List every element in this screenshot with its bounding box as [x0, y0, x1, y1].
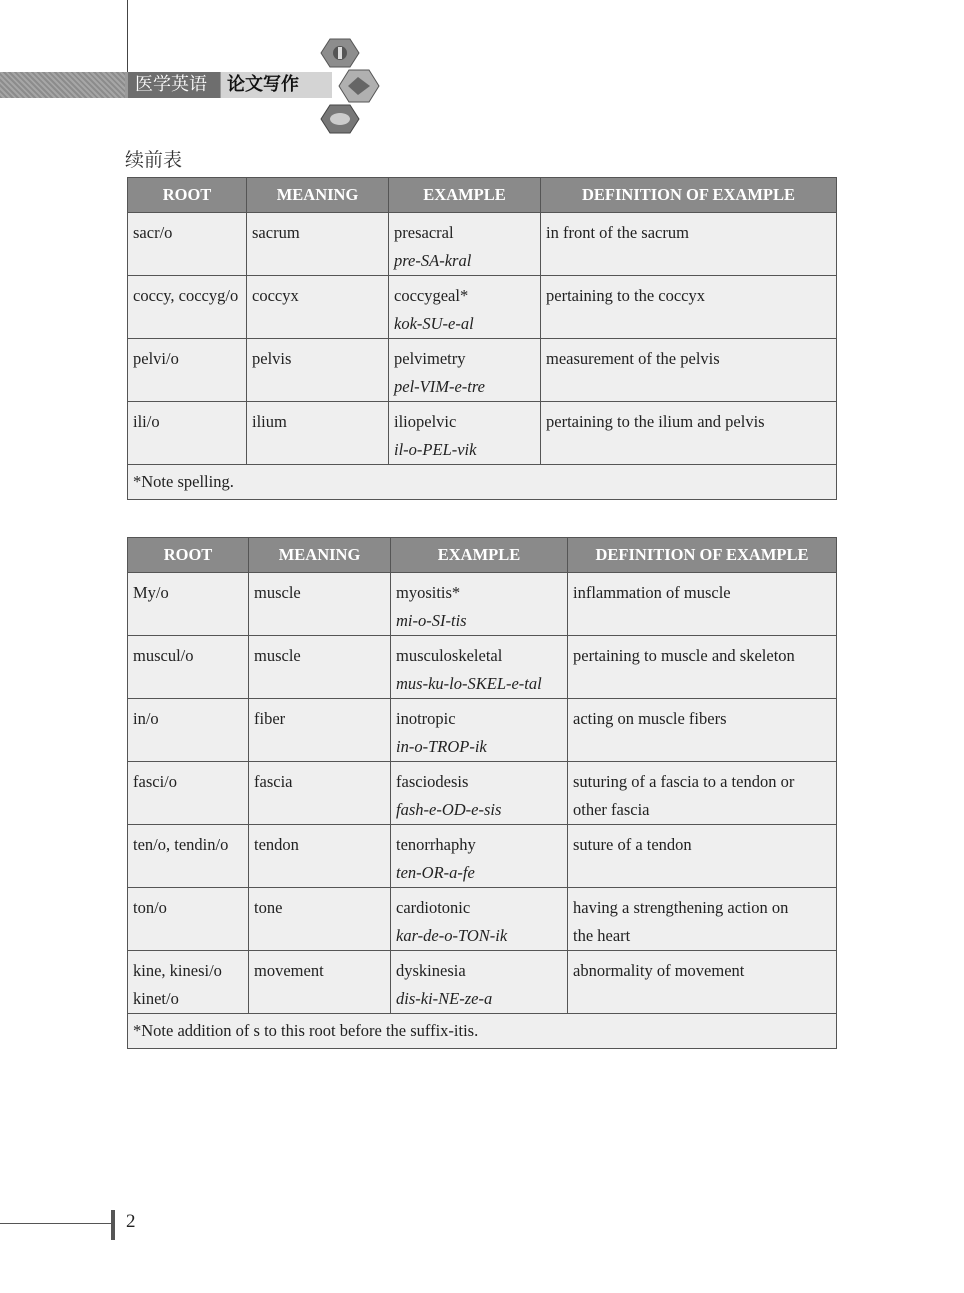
definition-cell: pertaining to the coccyx	[541, 276, 837, 339]
header-title-2: 论文写作	[221, 72, 332, 98]
table-header-row	[128, 178, 837, 213]
pronunciation: kok-SU-e-al	[394, 314, 474, 333]
table-row	[128, 402, 837, 465]
definition-line-2: the heart	[573, 926, 631, 945]
definition-cell	[568, 825, 837, 888]
meaning-cell: sacrum	[247, 213, 389, 276]
table-row	[128, 762, 837, 825]
example-word: coccygeal*	[394, 286, 469, 305]
definition-cell	[568, 573, 837, 636]
example-cell	[389, 213, 541, 276]
definition-cell	[568, 888, 837, 951]
pronunciation: dis-ki-NE-ze-a	[396, 989, 493, 1008]
definition-line: suturing of a fascia to a tendon or	[573, 772, 795, 791]
example-word: fasciodesis	[396, 772, 469, 791]
root-line: My/o	[133, 583, 169, 602]
page-number-bar	[111, 1210, 115, 1240]
table-note-row	[128, 465, 837, 500]
definition-line: abnormality of movement	[573, 961, 745, 980]
column-header: MEANING	[249, 538, 391, 573]
definition-line: having a strengthening action on	[573, 898, 789, 917]
definition-line: inflammation of muscle	[573, 583, 731, 602]
root-cell: ili/o	[128, 402, 247, 465]
column-header: ROOT	[128, 538, 249, 573]
example-cell	[391, 636, 568, 699]
column-header: EXAMPLE	[391, 538, 568, 573]
definition-cell	[568, 951, 837, 1014]
example-word: inotropic	[396, 709, 456, 728]
definition-cell	[568, 762, 837, 825]
example-cell	[391, 762, 568, 825]
definition-line: acting on muscle fibers	[573, 709, 727, 728]
example-cell	[389, 339, 541, 402]
example-word: presacral	[394, 223, 454, 242]
pronunciation: kar-de-o-TON-ik	[396, 926, 508, 945]
root-line: ton/o	[133, 898, 167, 917]
column-header: ROOT	[128, 178, 247, 213]
example-cell	[391, 951, 568, 1014]
definition-cell	[568, 699, 837, 762]
root-cell	[128, 951, 249, 1014]
definition-line: pertaining to muscle and skeleton	[573, 646, 795, 665]
table-row	[128, 213, 837, 276]
example-cell	[391, 825, 568, 888]
table-header-row	[128, 538, 837, 573]
table-row	[128, 699, 837, 762]
example-cell	[391, 699, 568, 762]
meaning-cell: ilium	[247, 402, 389, 465]
meaning-cell: fascia	[249, 762, 391, 825]
pronunciation: il-o-PEL-vik	[394, 440, 477, 459]
root-cell	[128, 888, 249, 951]
footer-rule	[0, 1223, 113, 1224]
meaning-cell: movement	[249, 951, 391, 1014]
pronunciation: in-o-TROP-ik	[396, 737, 487, 756]
example-word: myositis*	[396, 583, 461, 602]
example-word: tenorrhaphy	[396, 835, 476, 854]
meaning-cell: pelvis	[247, 339, 389, 402]
root-cell	[128, 762, 249, 825]
example-cell	[391, 888, 568, 951]
pronunciation: pel-VIM-e-tre	[394, 377, 485, 396]
column-header: DEFINITION OF EXAMPLE	[541, 178, 837, 213]
example-cell	[391, 573, 568, 636]
definition-cell: pertaining to the ilium and pelvis	[541, 402, 837, 465]
definition-cell	[568, 636, 837, 699]
hexagon-emblem-icon	[338, 69, 380, 103]
table-row	[128, 573, 837, 636]
table-row	[128, 276, 837, 339]
example-word: pelvimetry	[394, 349, 466, 368]
continued-label: 续前表	[125, 149, 183, 171]
definition-line: suture of a tendon	[573, 835, 692, 854]
table-row	[128, 339, 837, 402]
root-cell: sacr/o	[128, 213, 247, 276]
table-row	[128, 825, 837, 888]
example-cell	[389, 402, 541, 465]
root-line: fasci/o	[133, 772, 177, 791]
example-cell	[389, 276, 541, 339]
root-line: in/o	[133, 709, 159, 728]
example-word: musculoskeletal	[396, 646, 503, 665]
meaning-cell: coccyx	[247, 276, 389, 339]
root-cell	[128, 699, 249, 762]
table-note: *Note spelling.	[128, 465, 837, 500]
root-cell	[128, 825, 249, 888]
meaning-cell: tendon	[249, 825, 391, 888]
hexagon-emblem-icon	[320, 104, 360, 134]
table-row	[128, 636, 837, 699]
meaning-cell: fiber	[249, 699, 391, 762]
table-row	[128, 888, 837, 951]
example-word: dyskinesia	[396, 961, 466, 980]
root-cell	[128, 573, 249, 636]
root-line-2: kinet/o	[133, 989, 179, 1008]
table-note: *Note addition of s to this root before the suffix-itis.	[128, 1014, 837, 1049]
column-header: EXAMPLE	[389, 178, 541, 213]
roots-table-1	[127, 177, 837, 500]
table-note-row	[128, 1014, 837, 1049]
pronunciation: fash-e-OD-e-sis	[396, 800, 502, 819]
root-cell	[128, 636, 249, 699]
definition-cell: measurement of the pelvis	[541, 339, 837, 402]
pronunciation: pre-SA-kral	[394, 251, 472, 270]
meaning-cell: muscle	[249, 573, 391, 636]
definition-line-2: other fascia	[573, 800, 650, 819]
root-cell: pelvi/o	[128, 339, 247, 402]
column-header: DEFINITION OF EXAMPLE	[568, 538, 837, 573]
pronunciation: mus-ku-lo-SKEL-e-tal	[396, 674, 542, 693]
roots-table-2	[127, 537, 837, 1049]
column-header: MEANING	[247, 178, 389, 213]
hexagon-emblem-icon	[320, 38, 360, 68]
page-number: 2	[126, 1211, 136, 1232]
meaning-cell: muscle	[249, 636, 391, 699]
header-title-1: 医学英语	[128, 72, 220, 98]
meaning-cell: tone	[249, 888, 391, 951]
definition-cell: in front of the sacrum	[541, 213, 837, 276]
pronunciation: mi-o-SI-tis	[396, 611, 467, 630]
root-cell: coccy, coccyg/o	[128, 276, 247, 339]
root-line: muscul/o	[133, 646, 194, 665]
table-row	[128, 951, 837, 1014]
root-line: kine, kinesi/o	[133, 961, 222, 980]
example-word: iliopelvic	[394, 412, 457, 431]
example-word: cardiotonic	[396, 898, 471, 917]
root-line: ten/o, tendin/o	[133, 835, 229, 854]
pronunciation: ten-OR-a-fe	[396, 863, 475, 882]
